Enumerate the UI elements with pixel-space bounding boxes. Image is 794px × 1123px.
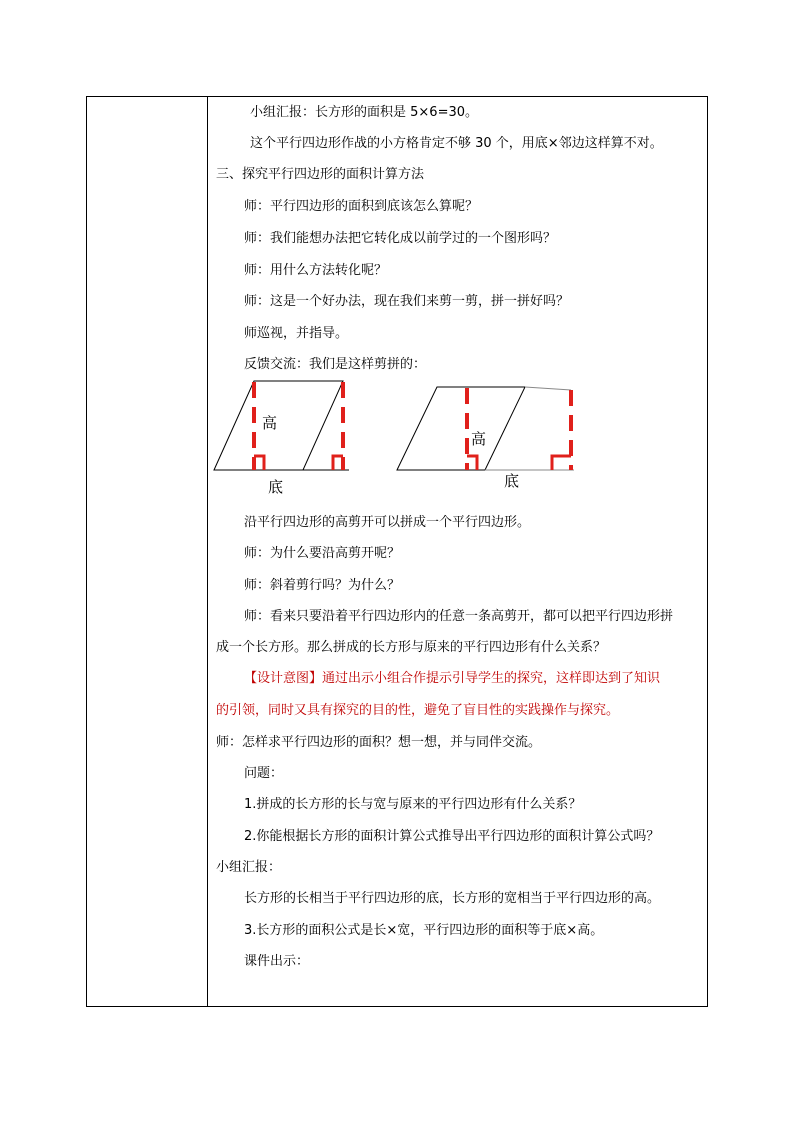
right-parallelogram xyxy=(397,387,525,470)
text-line: 反馈交流：我们是这样剪拼的： xyxy=(244,357,427,372)
text-line: 这个平行四边形作战的小方格肯定不够 30 个，用底×邻边这样算不对。 xyxy=(250,136,663,151)
design-intent-text: 的引领，同时又具有探究的目的性，避免了盲目性的实践操作与探究。 xyxy=(216,703,620,718)
text-line: 师：这是一个好办法，现在我们来剪一剪，拼一拼好吗？ xyxy=(244,294,570,309)
text-line: 长方形的长相当于平行四边形的底，长方形的宽相当于平行四边形的高。 xyxy=(244,891,661,906)
text-line: 3.长方形的面积公式是长×宽，平行四边形的面积等于底×高。 xyxy=(244,923,604,938)
question-item: 1.拼成的长方形的长与宽与原来的平行四边形有什么关系？ xyxy=(244,797,582,812)
left-height-label: 高 xyxy=(262,414,278,432)
section-heading: 三、探究平行四边形的面积计算方法 xyxy=(216,167,425,182)
text-line: 师：看来只要沿着平行四边形内的任意一条高剪开，都可以把平行四边形拼 xyxy=(244,609,674,624)
right-right-angle-mark xyxy=(552,456,571,470)
text-line: 师：为什么要沿高剪开呢？ xyxy=(244,546,401,561)
group-report-label: 小组汇报： xyxy=(216,860,282,875)
text-line: 师：怎样求平行四边形的面积？想一想，并与同伴交流。 xyxy=(216,735,542,750)
right-top-extension xyxy=(525,387,571,390)
group-report-line: 小组汇报：长方形的面积是 5×6=30。 xyxy=(250,105,479,120)
question-item: 2.你能根据长方形的面积计算公式推导出平行四边形的面积计算公式吗？ xyxy=(244,829,660,844)
text-line: 师：我们能想办法把它转化成以前学过的一个图形吗？ xyxy=(244,231,557,246)
left-base-label: 底 xyxy=(268,478,284,496)
design-intent-text: 通过出示小组合作提示引导学生的探究，这样即达到了知识 xyxy=(322,671,661,686)
left-parallelogram xyxy=(214,381,343,470)
text-line: 师巡视，并指导。 xyxy=(244,326,349,341)
text-line: 师：平行四边形的面积到底该怎么算呢？ xyxy=(244,199,479,214)
text-line: 师：斜着剪行吗？为什么？ xyxy=(244,578,401,593)
courseware-label: 课件出示： xyxy=(244,954,310,969)
text-line: 沿平行四边形的高剪开可以拼成一个平行四边形。 xyxy=(244,515,531,530)
right-base-label: 底 xyxy=(504,472,520,490)
design-intent-line xyxy=(244,670,660,688)
text-line: 成一个长方形。那么拼成的长方形与原来的平行四边形有什么关系？ xyxy=(216,640,607,655)
right-height-label: 高 xyxy=(471,430,487,448)
text-line: 师：用什么方法转化呢？ xyxy=(244,263,388,278)
questions-label: 问题： xyxy=(244,766,284,781)
design-intent-tag: 【设计意图】 xyxy=(244,671,323,686)
